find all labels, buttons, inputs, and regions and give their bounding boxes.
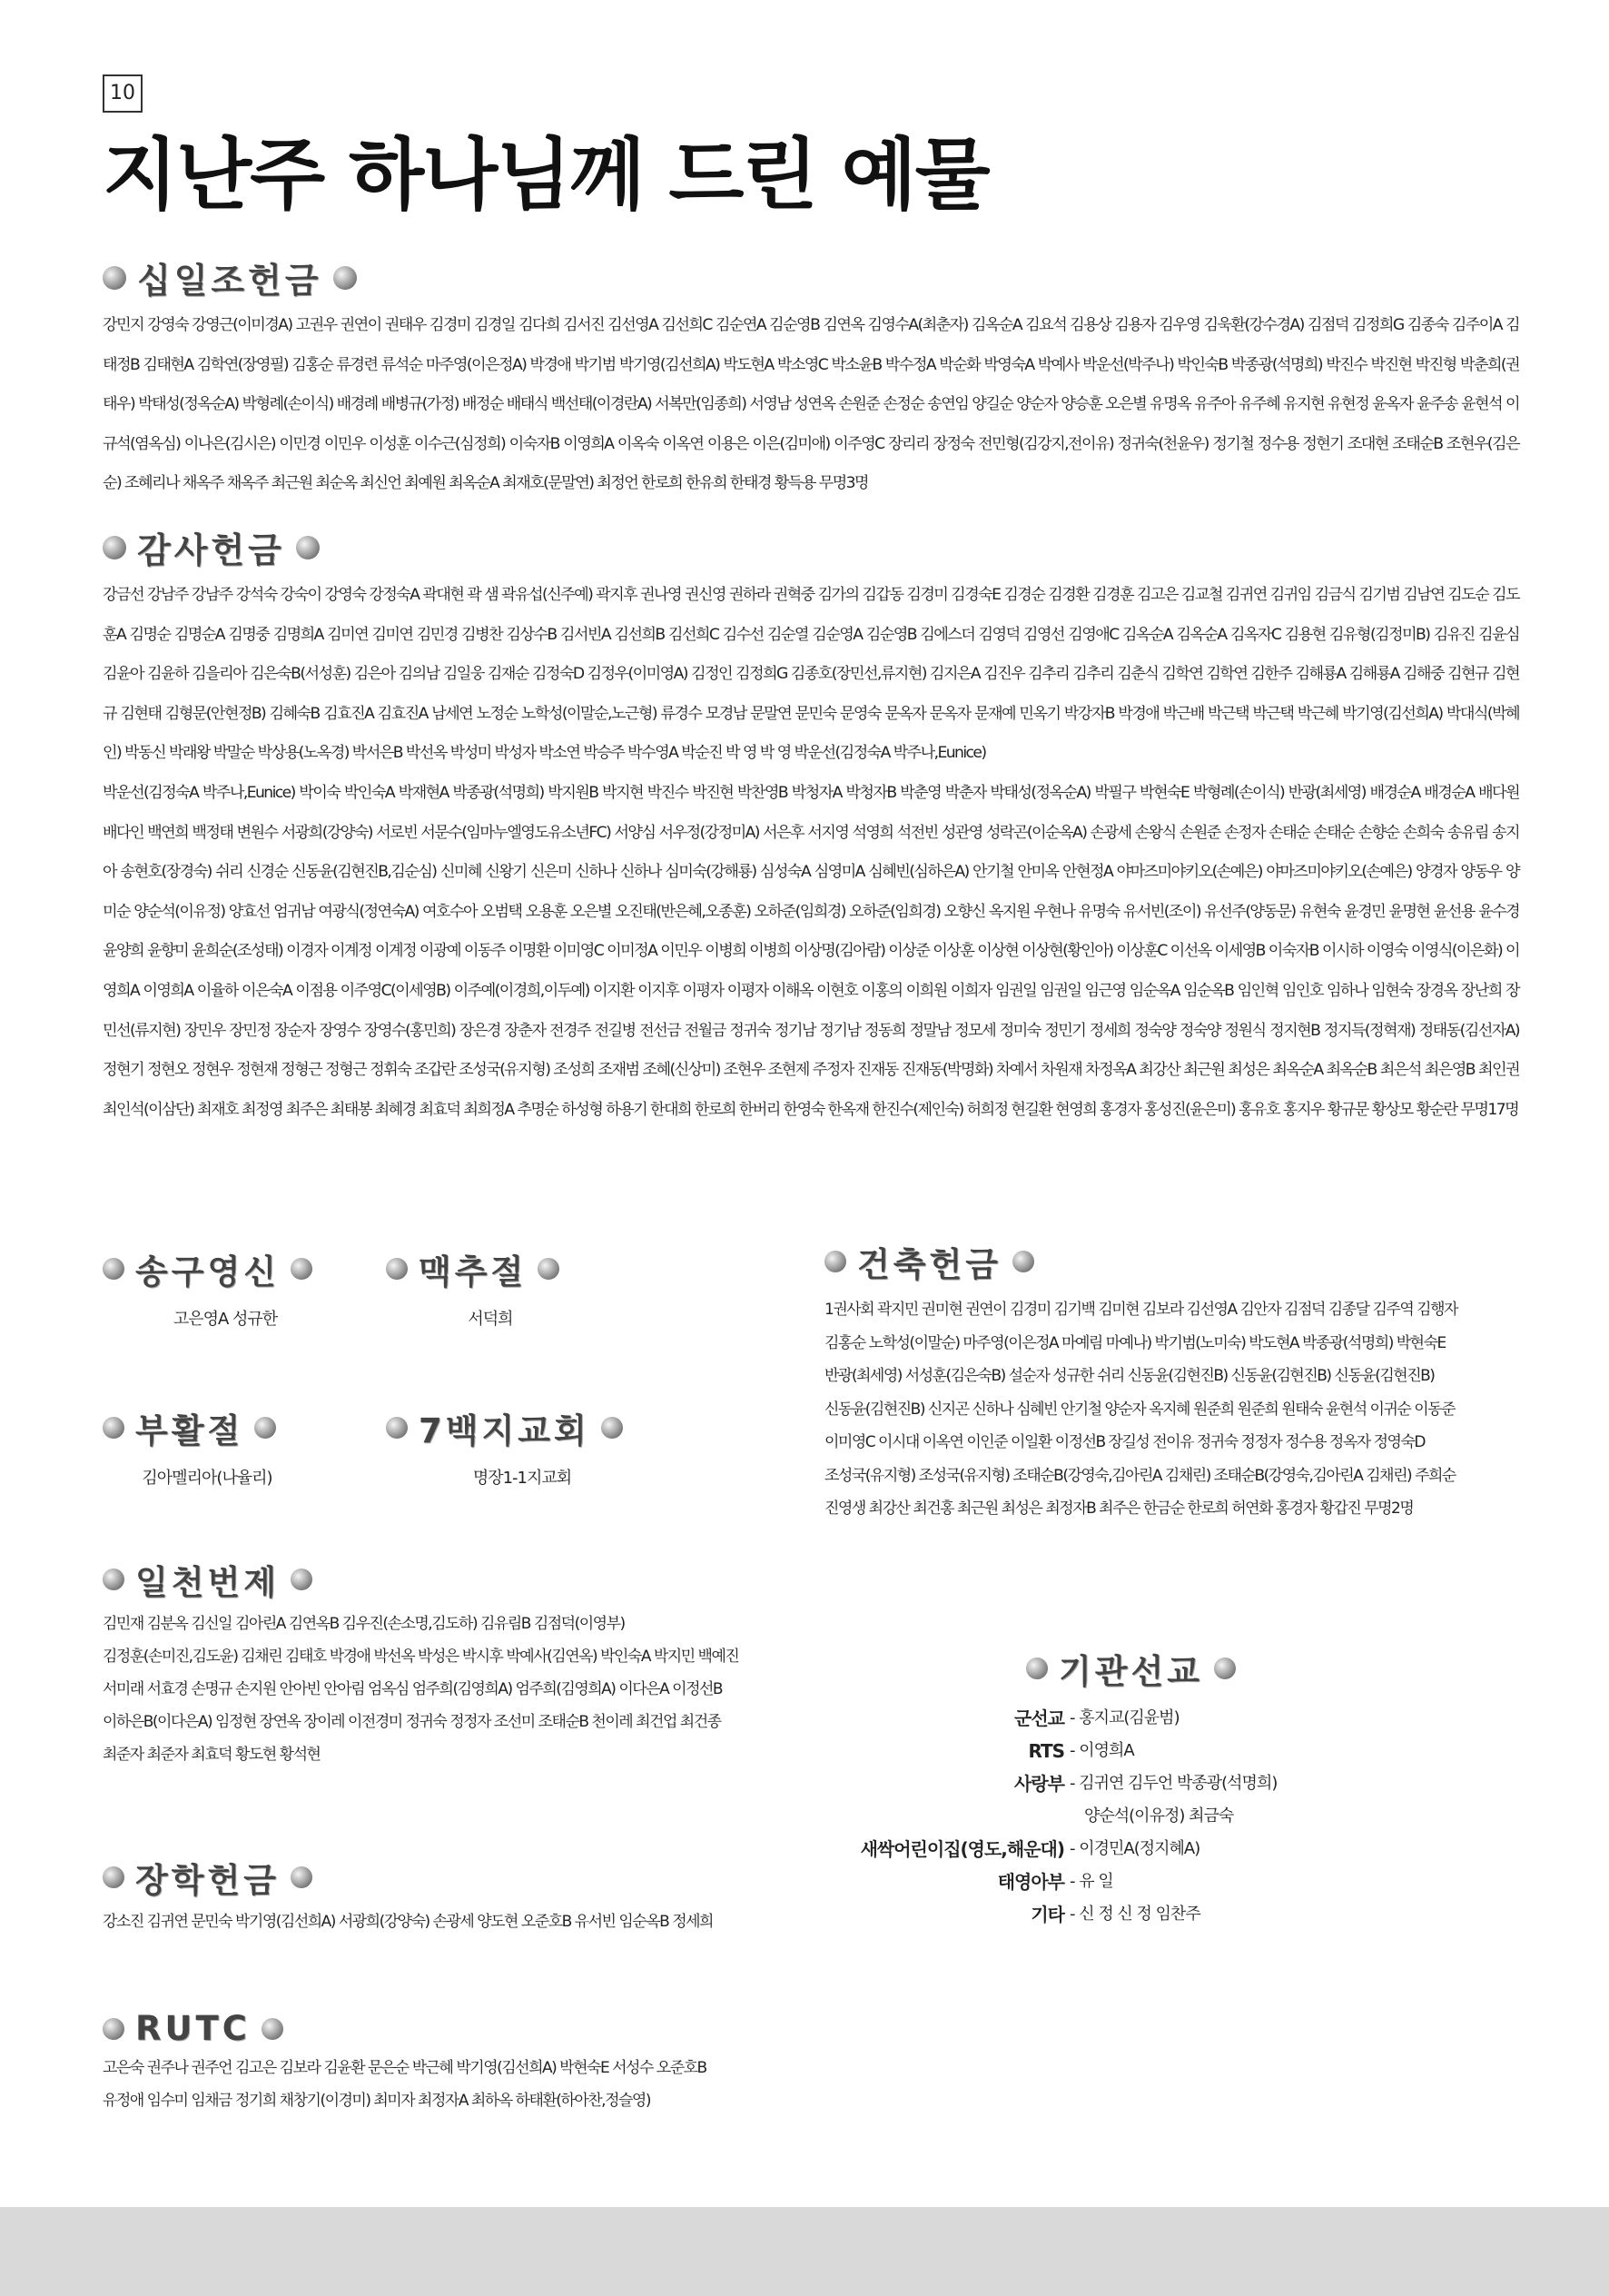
songgu-names: 고은영A 성규한 [173, 1310, 278, 1329]
page-title: 지난주 하나님께 드린 예물 [103, 130, 989, 221]
baekji-heading [386, 1403, 658, 1452]
missions-section [860, 1644, 1498, 1931]
mission-row [863, 1702, 1498, 1735]
songgu-heading [103, 1244, 348, 1293]
tithe-heading [103, 252, 1519, 302]
mission-label: 기타 [1031, 1904, 1064, 1925]
mission-label: 사랑부 [1014, 1773, 1064, 1795]
bullet-icon [103, 1866, 124, 1888]
baekji-names: 명장1-1지교회 [472, 1469, 572, 1488]
ilcheon-names [103, 1608, 793, 1771]
mission-value: - 이영희A [1070, 1741, 1134, 1760]
ilcheon-line: 이하은B(이다은A) 임정현 장연옥 장이레 이전경미 정귀숙 정정자 조선미 조태순B 천이레 최건업 최건종 [103, 1713, 721, 1731]
bullet-icon [1026, 1658, 1048, 1679]
easter-names: 김아멜리아(나율리) [142, 1469, 272, 1488]
scholarship-names: 강소진 김귀연 문민숙 박기영(김선희A) 서광희(강양숙) 손광세 양도현 오준호B 유서빈 임순옥B 정세희 [103, 1913, 713, 1931]
easter-heading-text: 부활절 [135, 1411, 244, 1450]
bullet-icon [254, 1417, 276, 1439]
tithe-heading-text: 십일조헌금 [137, 261, 322, 301]
bullet-icon [262, 2018, 283, 2040]
mission-row [860, 1833, 1498, 1866]
thanks-names: 강금선 강남주 강남주 강석숙 강숙이 강영숙 강정숙A 곽대현 곽 샘 곽유섭(신주예) 곽지후 권나영 권신영 권하라 권혁중 김가의 김갑동 김경미 김경숙E 김경순 김경환 김경훈 김고은 김교철 김귀연 김귀임 김금식 김기범 김남연 김도순 김도훈A 김명순 김명순A 김명중 김명희A 김미연 김미연 김민경 김병찬 김상수B 김서빈A 김선희B 김선희C 김수선 김순열 김순영A 김순영B 김에스더 김영덕 김영선 김영애C 김옥순A 김옥순A 김옥자C 김용현 김유형(김정미B) 김유진 김윤심 김윤아 김윤하 김을리아 김은숙B(서성훈) 김은아 김의남 김일웅 김재순 김정숙D 김정우(이미영A) 김정인 김정희G 김종호(장민선,류지현) 김지은A 김진우 김추리 김추리 김춘식 김학연 김학연 김한주 김해룡A 김해룡A 김해중 김현규 김현규 김현태 김형문(안현정B) 김혜숙B 김효진A 김효진A 남세연 노정순 노학성(이말순,노근형) 류경수 모경남 문말연 문민숙 문영숙 문옥자 문옥자 문재예 민옥기 박강자B 박경애 박근배 박근택 박근택 박근혜 박기영(김선희A) 박대식(박혜인) 박동신 박래왕 박말순 박상용(노옥경) 박서은B 박선옥 박성미 박성자 박소연 박승주 박수영A 박순진 박 영 박 영 박운선(김정숙A 박주나,Eunice) [103, 586, 1519, 763]
bullet-icon [103, 2018, 124, 2040]
rutc-section [103, 2009, 829, 2117]
rutc-names [103, 2052, 829, 2117]
mission-value: - 홍지교(김윤범) [1070, 1708, 1180, 1727]
mission-value: - 이경민A(정지혜A) [1070, 1839, 1200, 1858]
building-line: 1권사회 곽지민 권미현 권연이 김경미 김기백 김미현 김보라 김선영A 김안자 김점덕 김종달 김주역 김행자 [824, 1301, 1457, 1319]
thanks-heading [103, 522, 1519, 572]
bullet-icon [103, 266, 126, 290]
mission-value: - 유 일 [1070, 1872, 1113, 1891]
bullet-icon [103, 1569, 124, 1590]
mission-row [863, 1898, 1498, 1931]
rutc-line: 유정애 임수미 임채금 정기희 채창기(이경미) 최미자 최정자A 최하옥 하태환(하아찬,정슬영) [103, 2092, 650, 2110]
mission-value: - 신 정 신 정 임찬주 [1070, 1905, 1200, 1924]
building-section [824, 1237, 1515, 1526]
ilcheon-heading [103, 1555, 793, 1604]
bullet-icon [103, 1258, 124, 1280]
building-line: 반광(최세영) 서성훈(김은숙B) 설순자 성규한 쉬리 신동윤(김현진B) 신동윤(김현진B) 신동윤(김현진B) [824, 1367, 1435, 1385]
mission-label: 새싹어린이집(영도,해운대) [860, 1838, 1064, 1860]
songgu-section [103, 1244, 348, 1330]
scholarship-section [103, 1853, 829, 1938]
rutc-line: 고은숙 권주나 권주언 김고은 김보라 김윤환 문은순 박근혜 박기영(김선희A) 박현숙E 서성수 오준호B [103, 2059, 706, 2077]
thanks-section [103, 522, 1519, 1130]
bullet-icon [291, 1569, 312, 1590]
building-line: 김홍순 노학성(이말순) 마주영(이은정A 마예림 마예나) 박기범(노미숙) 박도현A 박종광(석명희) 박현숙E [824, 1333, 1446, 1352]
baekji-heading-text: 7백지교회 [419, 1411, 590, 1450]
building-names [824, 1293, 1515, 1526]
scholarship-heading [103, 1853, 829, 1902]
mission-label: 군선교 [1014, 1707, 1064, 1729]
bullet-icon [291, 1258, 312, 1280]
maekchu-heading-text: 맥추절 [419, 1252, 528, 1292]
missions-list [860, 1702, 1498, 1931]
ilcheon-line: 서미래 서효경 손명규 손지원 안아빈 안아림 엄옥심 엄주희(김영희A) 엄주희(김영희A) 이다은A 이정선B [103, 1680, 723, 1698]
missions-heading-text: 기관선교 [1059, 1652, 1203, 1691]
building-line: 조성국(유지형) 조성국(유지형) 조태순B(강영숙,김아린A 김채린) 조태순B(강영숙,김아린A 김채린) 주희순 [824, 1466, 1456, 1485]
bullet-icon [1012, 1251, 1034, 1272]
building-heading [824, 1237, 1515, 1286]
mission-row [863, 1735, 1498, 1767]
mission-row [863, 1800, 1498, 1833]
missions-heading [1026, 1644, 1498, 1693]
ilcheon-line: 김민재 김분옥 김신일 김아린A 김연옥B 김우진(손소명,김도하) 김유림B 김점덕(이영부) [103, 1615, 625, 1633]
mission-label: 태영아부 [997, 1871, 1064, 1893]
bullet-icon [103, 1417, 124, 1439]
ilcheon-heading-text: 일천번제 [135, 1563, 280, 1602]
rutc-heading [103, 2009, 829, 2048]
mission-row [863, 1866, 1498, 1898]
mission-label [863, 1800, 1070, 1833]
tithe-names: 강민지 강영숙 강영근(이미경A) 고권우 권연이 권태우 김경미 김경일 김다희 김서진 김선영A 김선희C 김순연A 김순영B 김연옥 김영수A(최춘자) 김옥순A 김요석 김용상 김용자 김우영 김욱환(강수경A) 김점덕 김정희G 김종숙 김주이A 김태정B 김태현A 김학연(장영필) 김홍순 류경련 류석순 마주영(이은정A) 박경애 박기범 박기영(김선희A) 박도현A 박소영C 박소윤B 박수정A 박순화 박영숙A 박예사 박운선(박주나) 박인숙B 박종광(석명희) 박진수 박진현 박진형 박춘희(권태우) 박태성(정옥순A) 박형례(손이식) 배경례 배병규(가정) 배정순 배태식 백선태(이경란A) 서복만(임종희) 서영남 성연옥 손원준 손정순 송연임 양길순 양순자 양승훈 오은별 유명옥 유주아 유주혜 유지현 유현정 윤옥자 윤주송 윤현석 이규석(염옥심) 이나은(김시은) 이민경 이민우 이성훈 이수근(심정희) 이숙자B 이영희A 이옥숙 이옥연 이용은 이은(김미애) 이주영C 장리리 장정숙 전민형(김강지,전이유) 정귀숙(천윤우) 정기철 정수용 정현기 조대현 조태순B 조현우(김은순) 조혜리나 채옥주 채옥주 최근원 최순옥 최신언 최예원 최옥순A 최재호(문말연) 최정언 한로희 한유희 한태경 황득용 무명3명 [103, 316, 1519, 493]
ilcheon-section [103, 1555, 793, 1771]
bullet-icon [333, 266, 357, 290]
maekchu-names: 서덕희 [468, 1310, 513, 1329]
baekji-section [386, 1403, 658, 1489]
bullet-icon [291, 1866, 312, 1888]
ilcheon-line: 김정훈(손미진,김도윤) 김채린 김태호 박경애 박선옥 박성은 박시후 박예사(김연옥) 박인숙A 박지민 백예진 [103, 1648, 739, 1666]
tithe-section [103, 252, 1519, 504]
thanks-heading-text: 감사헌금 [137, 530, 285, 570]
maekchu-section [386, 1244, 595, 1330]
thanks-names-continued: 박운선(김정숙A 박주나,Eunice) 박이숙 박인숙A 박재현A 박종광(석명희) 박지원B 박지현 박진수 박진현 박찬영B 박청자A 박청자B 박춘영 박춘자 박태성(정옥순A) 박필구 박현숙E 박형례(손이식) 반광(최세영) 배경순A 배경순A 배다원 배다인 백연희 백정태 변원수 서광희(강양숙) 서로빈 서문수(임마누엘영도유소년FC) 서양심 서우정(강정미A) 서은후 서지영 석영희 석전빈 성관영 성락곤(이순옥A) 손광세 손왕식 손원준 손정자 손태순 손태순 손향순 손희숙 송유림 송지아 송현호(장경숙) 쉬리 신경순 신동윤(김현진B,김순심) 신미혜 신왕기 신은미 신하나 신하나 심미숙(강해룡) 심성숙A 심영미A 심혜빈(심하은A) 안기철 안미옥 안현정A 야마즈미야키오(손예은) 야마즈미야키오(손예은) 양경자 양동우 양미순 양순석(이유정) 양효선 엄귀남 여광식(정연숙A) 여호수아 오범택 오용훈 오은별 오진태(반은혜,오종훈) 오하준(임희경) 오하준(임희경) 오향신 옥지원 우현나 유명숙 유서빈(조이) 유선주(양동문) 유현숙 윤경민 윤명현 윤선용 윤수경 윤양희 윤향미 윤희순(조성태) 이경자 이계정 이계정 이광예 이동주 이명환 이미영C 이미정A 이민우 이병희 이병희 이상명(김아람) 이상준 이상훈 이상현 이상현(황인아) 이상훈C 이선옥 이세영B 이숙자B 이시하 이영숙 이영식(이은화) 이영희A 이영희A 이율하 이은숙A 이점용 이주영C(이세영B) 이주예(이경희,이두예) 이지환 이지후 이평자 이평자 이해옥 이현호 이홍의 이희원 이희자 임권일 임권일 임근영 임순옥A 임순옥B 임인혁 임인호 임하나 임현숙 장경옥 장난희 장민선(류지현) 장민우 장민정 장순자 장영수 장영수(홍민희) 장은경 장춘자 전경주 전길병 전선금 전월금 정귀숙 정기남 정기남 정동희 정말남 정모세 정미숙 정민기 정세희 정숙양 정숙양 정원식 정지현B 정지득(정혁재) 정태동(김선자A) 정현기 정현오 정현우 정현재 정형근 정형근 정휘숙 조갑란 조성국(유지형) 조성희 조재범 조혜(신상미) 조현우 조현제 주정자 진재동 진재동(박명화) 차예서 차원재 차정옥A 최강산 최근원 최성은 최옥순A 최옥순B 최은석 최은영B 최인권 최인석(이삼단) 최재호 최정영 최주은 최태봉 최혜경 최효덕 최희정A 추명순 하성형 하용기 한대희 한로희 한버리 한영숙 한옥재 한진수(제인숙) 허희정 현길환 현영희 홍경자 홍성진(윤은미) 홍유호 홍지우 황규문 황상모 황순란 무명17명 [103, 783, 1519, 1119]
scholarship-heading-text: 장학헌금 [135, 1861, 280, 1900]
easter-heading [103, 1403, 311, 1452]
rutc-heading-text: RUTC [135, 2009, 251, 2048]
bullet-icon [386, 1417, 408, 1439]
ilcheon-line: 최준자 최준자 최효덕 황도현 황석현 [103, 1746, 321, 1764]
mission-row [863, 1767, 1498, 1800]
building-heading-text: 건축헌금 [857, 1245, 1002, 1284]
page-number: 10 [103, 74, 143, 113]
mission-value: - 김귀연 김두언 박종광(석명희) [1070, 1774, 1278, 1793]
easter-section [103, 1403, 311, 1489]
bullet-icon [296, 536, 320, 559]
bullet-icon [538, 1258, 559, 1280]
building-line: 신동윤(김현진B) 신지곤 신하나 심혜빈 안기철 양순자 옥지혜 원준희 원준희 원태숙 윤현석 이귀순 이동준 [824, 1400, 1455, 1419]
bullet-icon [601, 1417, 623, 1439]
building-line: 진영생 최강산 최건홍 최근원 최성은 최정자B 최주은 한금순 한로희 허연화 홍경자 황갑진 무명2명 [824, 1499, 1414, 1518]
bullet-icon [103, 536, 126, 559]
mission-value: 양순석(이유정) 최금숙 [1084, 1806, 1234, 1826]
bullet-icon [386, 1258, 408, 1280]
building-line: 이미영C 이시대 이옥연 이인준 이일환 이정선B 장길성 전이유 정귀숙 정정자 정수용 정옥자 정영숙D [824, 1433, 1425, 1451]
bullet-icon [824, 1251, 846, 1272]
footer-band [0, 2207, 1609, 2296]
songgu-heading-text: 송구영신 [135, 1252, 280, 1292]
maekchu-heading [386, 1244, 595, 1293]
bullet-icon [1214, 1658, 1236, 1679]
mission-label: RTS [1028, 1740, 1064, 1762]
